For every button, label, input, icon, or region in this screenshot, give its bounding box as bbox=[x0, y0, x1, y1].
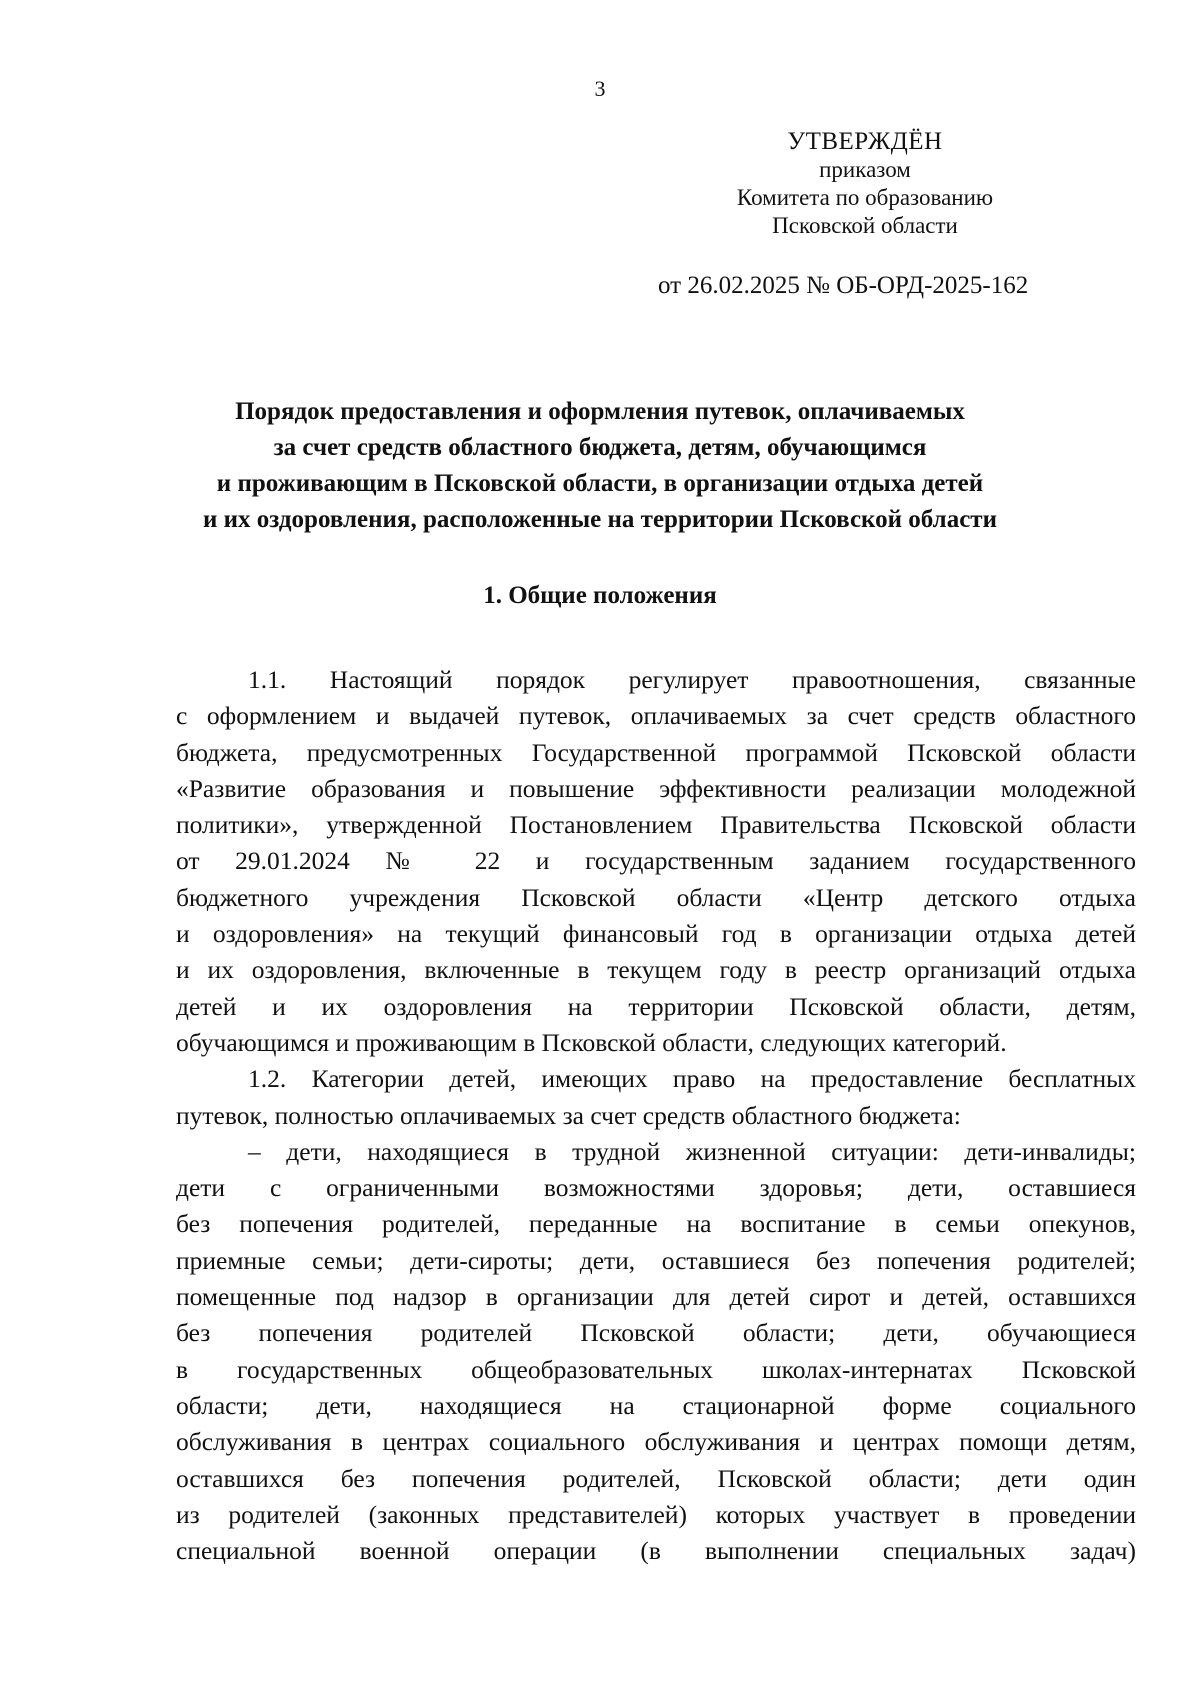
paragraph-line: без попечения родителей, переданные на воспитание в семьи опекунов, bbox=[176, 1209, 1136, 1239]
paragraph-line: «Развитие образования и повышение эффективности реализации молодежной bbox=[176, 773, 1136, 803]
paragraph-line: специальной военной операции (в выполнении специальных задач) bbox=[176, 1536, 1136, 1566]
approval-line-3: Псковской области bbox=[772, 213, 958, 238]
paragraph-line: приемные семьи; дети-сироты; дети, оставшиеся без попечения родителей; bbox=[176, 1245, 1136, 1275]
title-line: за счет средств областного бюджета, детям, обучающимся bbox=[273, 434, 927, 461]
title-line: и их оздоровления, расположенные на территории Псковской области bbox=[203, 506, 997, 533]
paragraph-line: дети с ограниченными возможностями здоровья; дети, оставшиеся bbox=[176, 1173, 1136, 1203]
approval-line-2: Комитета по образованию bbox=[736, 185, 994, 210]
paragraph-line: и их оздоровления, включенные в текущем году в реестр организаций отдыха bbox=[176, 955, 1136, 985]
paragraph-line: бюджетного учреждения Псковской области «Центр детского отдыха bbox=[176, 882, 1136, 912]
approval-line-1: приказом bbox=[819, 157, 911, 182]
paragraph-line: детей и их оздоровления на территории Псковской области, детям, bbox=[176, 991, 1136, 1021]
paragraph-line: 1.2. Категории детей, имеющих право на предоставление бесплатных bbox=[248, 1064, 1136, 1094]
title-line: и проживающим в Псковской области, в организации отдыха детей bbox=[216, 470, 984, 497]
paragraph-line: из родителей (законных представителей) которых участвует в проведении bbox=[176, 1499, 1136, 1529]
document-title bbox=[140, 394, 1060, 538]
order-reference: от 26.02.2025 № ОБ-ОРД-2025-162 bbox=[658, 272, 1029, 299]
paragraph-line: области; дети, находящиеся на стационарной форме социального bbox=[176, 1390, 1136, 1420]
page-number: 3 bbox=[594, 76, 606, 101]
approval-stamp-block bbox=[700, 128, 1030, 240]
paragraph-line: бюджета, предусмотренных Государственной программой Псковской области bbox=[176, 737, 1136, 767]
body-text bbox=[176, 662, 1136, 1569]
approval-title: УТВЕРЖДЁН bbox=[787, 128, 943, 155]
paragraph-line: в государственных общеобразовательных школах-интернатах Псковской bbox=[176, 1354, 1136, 1384]
paragraph-line: без попечения родителей Псковской области; дети, обучающиеся bbox=[176, 1318, 1136, 1348]
paragraph-line: от 29.01.2024 № 22 и государственным заданием государственного bbox=[176, 846, 1136, 876]
paragraph-line: обучающимся и проживающим в Псковской области, следующих категорий. bbox=[176, 1027, 1007, 1057]
paragraph-line: с оформлением и выдачей путевок, оплачиваемых за счет средств областного bbox=[176, 701, 1136, 731]
paragraph-line: помещенные под надзор в организации для детей сирот и детей, оставшихся bbox=[176, 1282, 1136, 1312]
title-line: Порядок предоставления и оформления путевок, оплачиваемых bbox=[235, 398, 965, 425]
paragraph-line: – дети, находящиеся в трудной жизненной ситуации: дети-инвалиды; bbox=[248, 1136, 1136, 1166]
paragraph-line: обслуживания в центрах социального обслуживания и центрах помощи детям, bbox=[176, 1427, 1136, 1457]
paragraph-line: оставшихся без попечения родителей, Псковской области; дети один bbox=[176, 1463, 1136, 1493]
paragraph-line: и оздоровления» на текущий финансовый год в организации отдыха детей bbox=[176, 919, 1136, 949]
paragraph-line: путевок, полностью оплачиваемых за счет средств областного бюджета: bbox=[176, 1100, 961, 1130]
paragraph-line: политики», утвержденной Постановлением Правительства Псковской области bbox=[176, 810, 1136, 840]
paragraph-line: 1.1. Настоящий порядок регулирует правоотношения, связанные bbox=[248, 665, 1136, 694]
section-heading: 1. Общие положения bbox=[483, 582, 717, 609]
